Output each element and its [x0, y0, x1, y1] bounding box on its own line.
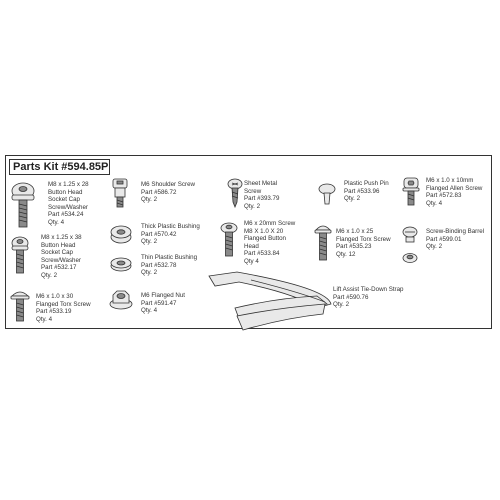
part-label-line: Qty. 2	[41, 271, 58, 279]
flanged-button-head-screw-icon	[220, 222, 238, 258]
part-label-line: Button Head	[48, 188, 83, 196]
tie-down-strap-icon	[207, 268, 333, 340]
part-label-line: Head	[244, 242, 259, 250]
kit-title: Parts Kit #594.85P	[9, 159, 110, 175]
part-label-line: Part #533.84	[244, 250, 280, 258]
part-label-line: Qty. 2	[426, 243, 443, 251]
part-label	[333, 286, 404, 309]
part-label-line: Screw	[244, 187, 262, 195]
part-label-line: Part #534.24	[48, 211, 84, 219]
part-label-line: Flanged Allen Screw	[426, 184, 483, 192]
flanged-nut-icon	[109, 289, 133, 311]
part-label-line: Part #599.01	[426, 235, 462, 243]
part-label-line: Socket Cap	[41, 249, 73, 257]
part-label-line: Qty. 2	[141, 196, 158, 204]
part-label-line: Part #586.72	[141, 188, 177, 196]
part-label-line: Qty 4	[244, 257, 259, 265]
part-label-line: Qty. 2	[344, 195, 361, 203]
part-label-line: Qty. 2	[141, 238, 158, 246]
shoulder-screw-icon	[111, 178, 129, 208]
part-label-line: Flanged Torx Screw	[36, 300, 91, 308]
part-label-line: Lift Assist Tie-Down Strap	[333, 286, 404, 293]
part-label-line: Screw-Binding Barrel	[426, 228, 485, 235]
part-label-line: Button Head	[41, 241, 76, 249]
part-label	[244, 180, 279, 210]
part-label-line: Part #393.79	[244, 195, 280, 203]
part-label-line: Socket Cap	[48, 196, 80, 204]
part-label	[141, 254, 197, 277]
part-label-line: Flanged Button	[244, 235, 286, 243]
part-label-line: Part #532.78	[141, 261, 177, 269]
part-label-line: Part #591.47	[141, 299, 177, 307]
part-label-line: Qty. 4	[141, 307, 158, 315]
part-label-line: M6 x 1.0 x 10mm	[426, 177, 474, 184]
screw-binding-barrel-icon	[401, 226, 419, 266]
part-label-line: Part #570.42	[141, 230, 177, 238]
part-label-line: M8 X 1.0 X 20	[244, 227, 284, 235]
part-label-line: Qty. 2	[244, 202, 261, 210]
part-label-line: M6 x 1.0 x 25	[336, 228, 374, 235]
part-label-line: M6 Flanged Nut	[141, 292, 186, 299]
part-label-line: Plastic Push Pin	[344, 180, 389, 187]
part-label	[36, 293, 91, 323]
part-label	[41, 234, 82, 280]
part-label-line: Part #590.76	[333, 293, 369, 301]
part-label-line: Screw/Washer	[41, 256, 81, 264]
part-label-line: Part #533.19	[36, 308, 72, 316]
part-label	[344, 180, 389, 203]
part-label-line: M8 x 1.25 x 28	[48, 181, 89, 188]
flanged-torx-screw-icon	[9, 288, 31, 324]
part-label	[48, 181, 89, 227]
part-label-line: Qty. 4	[426, 199, 443, 207]
part-label-line: Qty. 2	[333, 301, 350, 309]
part-label-line: Qty. 2	[141, 269, 158, 277]
part-label-line: M6 Shoulder Screw	[141, 181, 195, 188]
sheet-metal-screw-icon	[227, 178, 243, 208]
part-label	[426, 177, 482, 207]
part-label-line: Part #572.83	[426, 192, 462, 200]
thin-bushing-icon	[110, 255, 132, 273]
part-label	[336, 228, 391, 258]
flanged-allen-screw-icon	[402, 177, 420, 207]
part-label	[244, 220, 295, 266]
part-label-line: Qty. 12	[336, 250, 356, 258]
part-label-line: M6 x 1.0 x 30	[36, 293, 74, 300]
part-label-line: M8 x 1.25 x 38	[41, 234, 82, 241]
part-label-line: Part #532.17	[41, 264, 77, 272]
part-label-line: Qty. 4	[48, 218, 65, 226]
part-label	[141, 181, 195, 204]
part-label-line: Part #535.23	[336, 243, 372, 251]
part-label-line: Thick Plastic Bushing	[141, 223, 200, 230]
part-label-line: Screw/Washer	[48, 203, 88, 211]
part-label-line: Sheet Metal	[244, 180, 278, 187]
flanged-torx-screw-icon	[314, 222, 332, 262]
part-label-line: Thin Plastic Bushing	[141, 254, 198, 261]
part-label-line: M6 x 20mm Screw	[244, 220, 296, 227]
part-label-line: Flanged Torx Screw	[336, 235, 391, 243]
button-head-screw-icon	[9, 181, 37, 229]
part-label	[141, 292, 185, 315]
part-label	[426, 228, 484, 251]
push-pin-icon	[318, 182, 336, 206]
part-label-line: Part #533.96	[344, 187, 380, 195]
thick-bushing-icon	[110, 223, 132, 245]
part-label	[141, 223, 200, 246]
part-label-line: Qty. 4	[36, 315, 53, 323]
button-head-screw-icon	[9, 235, 31, 275]
